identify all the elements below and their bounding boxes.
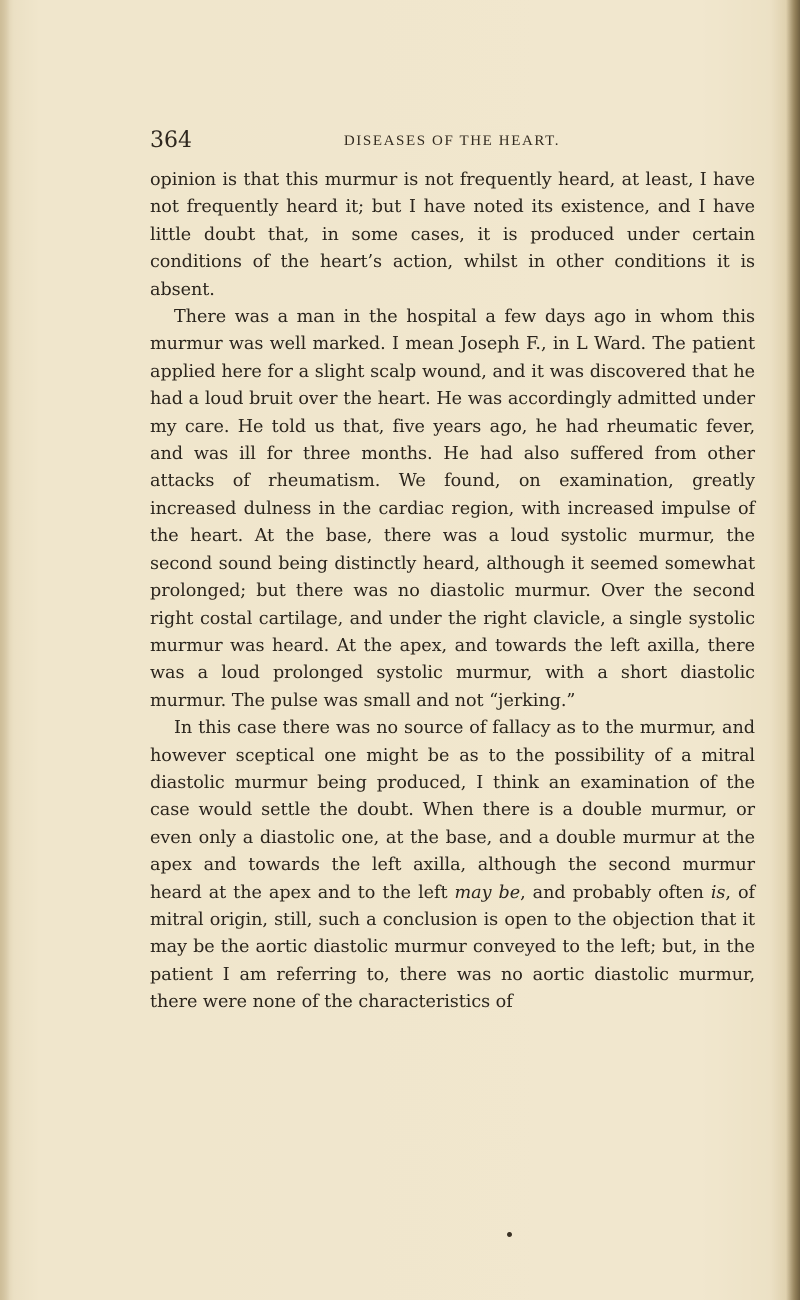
page-header <box>150 126 754 156</box>
paragraph-3-emphasis-may-be: may be <box>454 882 521 903</box>
paragraph-2 <box>150 304 755 715</box>
paragraph-3-emphasis-is: is <box>710 882 726 903</box>
paragraph-3-text-a: In this case there was no source of fallacy as to the murmur, and however sceptical one might be as to the possibility of a mitral diastolic murmur being produced, I think an examination of the case would settle the doubt. When there is a double murmur, or even only a diastolic one, at the base, and a double murmur at the apex and towards the left axilla, although the second murmur heard at the apex and to the left <box>150 718 755 903</box>
paragraph-3-text-c: , of mitral origin, still, such a conclusion is open to the objection that it may be the aortic diastolic murmur conveyed to the left; but, in the patient I am referring to, there was no aortic diastolic murmur, there were none of the characteristics of <box>150 882 755 1013</box>
page-edge-shadow <box>786 0 800 1300</box>
page-gutter-shadow <box>0 0 10 1300</box>
paragraph-2-text: There was a man in the hospital a few days ago in whom this murmur was well marked. I mean Joseph F., in L Ward. The patient applied here for a slight scalp wound, and it was discovered that he had a loud bruit over the heart. He was accordingly admitted under my care. He told us that, five years ago, he had rheumatic fever, and was ill for three months. He had also suffered from other attacks of rheumatism. We found, on examination, greatly increased dulness in the cardiac region, with increased impulse of the heart. At the base, there was a loud systolic murmur, the second sound being distinctly heard, although it seemed somewhat prolonged; but there was no diastolic murmur. Over the second right costal cartilage, and under the right clavicle, a single systolic murmur was heard. At the apex, and towards the left axilla, there was a loud prolonged systolic murmur, with a short diastolic murmur. The pulse was small and not “jerking.” <box>150 307 755 711</box>
body-text <box>150 167 755 1017</box>
running-title: DISEASES OF THE HEART. <box>343 133 561 149</box>
paragraph-1 <box>150 167 755 304</box>
print-speck <box>507 1232 512 1237</box>
page-number: 364 <box>150 128 192 153</box>
paragraph-3 <box>150 715 755 1016</box>
paragraph-3-text-b: , and probably often <box>520 882 711 903</box>
paragraph-1-text: opinion is that this murmur is not frequently heard, at least, I have not frequently heard it; but I have noted its existence, and I have little doubt that, in some cases, it is produced under certain conditions of the heart’s action, whilst in other conditions it is absent. <box>150 170 755 300</box>
